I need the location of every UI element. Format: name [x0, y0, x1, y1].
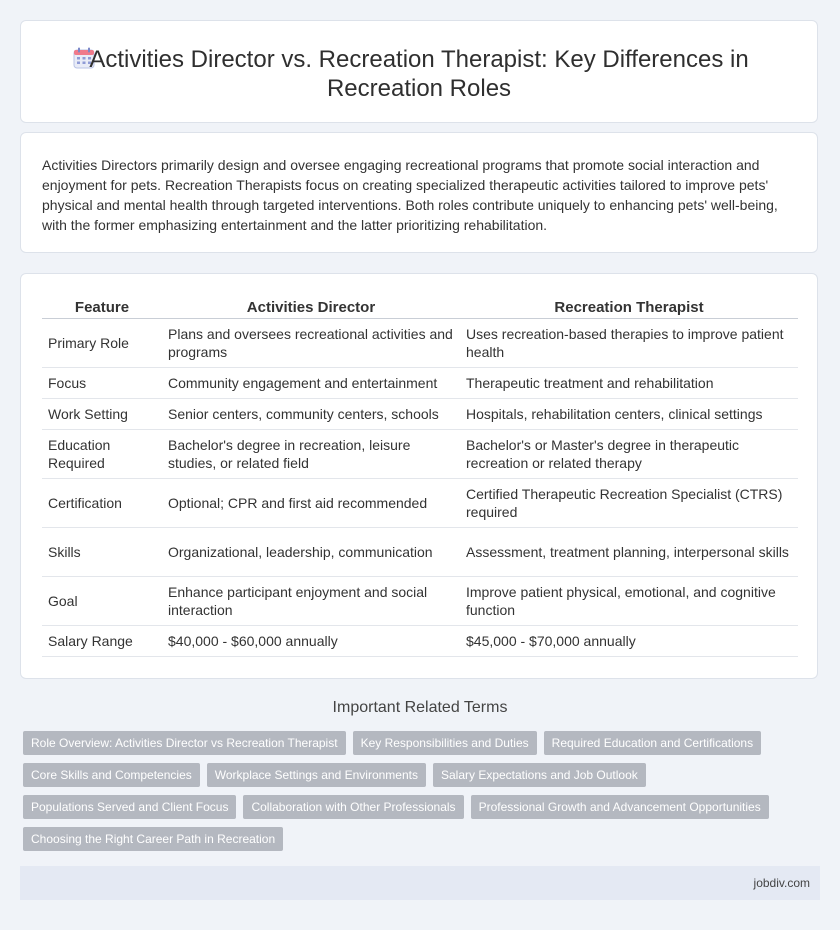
tag-row — [23, 731, 813, 755]
table-cell-activities-director: Bachelor's degree in recreation, leisure studies, or related field — [162, 430, 460, 479]
related-term-tag[interactable]: Workplace Settings and Environments — [207, 763, 426, 787]
footer — [20, 866, 820, 900]
table-cell-activities-director: Plans and oversees recreational activities and programs — [162, 319, 460, 368]
table-cell-activities-director: Optional; CPR and first aid recommended — [162, 479, 460, 528]
table-cell-feature: Primary Role — [42, 319, 162, 368]
table-cell-recreation-therapist: Certified Therapeutic Recreation Specialist (CTRS) required — [460, 479, 798, 528]
table-row — [42, 399, 798, 430]
related-term-tag[interactable]: Salary Expectations and Job Outlook — [433, 763, 646, 787]
related-term-tag[interactable]: Populations Served and Client Focus — [23, 795, 236, 819]
table-cell-activities-director: Senior centers, community centers, schools — [162, 399, 460, 430]
related-term-tag[interactable]: Required Education and Certifications — [544, 731, 761, 755]
related-term-tag[interactable]: Choosing the Right Career Path in Recreation — [23, 827, 283, 851]
table-header-row — [42, 297, 798, 319]
related-term-tag[interactable]: Core Skills and Competencies — [23, 763, 200, 787]
table-cell-recreation-therapist: Hospitals, rehabilitation centers, clinical settings — [460, 399, 798, 430]
column-header-recreation-therapist: Recreation Therapist — [460, 297, 798, 319]
table-cell-feature: Focus — [42, 368, 162, 399]
related-term-tag[interactable]: Role Overview: Activities Director vs Recreation Therapist — [23, 731, 346, 755]
table-row — [42, 430, 798, 479]
summary-card — [20, 132, 818, 253]
related-terms-list — [23, 731, 813, 859]
related-term-tag[interactable]: Key Responsibilities and Duties — [353, 731, 537, 755]
table-cell-recreation-therapist: Uses recreation-based therapies to improve patient health — [460, 319, 798, 368]
table-cell-recreation-therapist: $45,000 - $70,000 annually — [460, 626, 798, 657]
table-cell-activities-director: Enhance participant enjoyment and social interaction — [162, 577, 460, 626]
table-cell-activities-director: Community engagement and entertainment — [162, 368, 460, 399]
page-title — [21, 45, 817, 103]
table-row — [42, 319, 798, 368]
table-row — [42, 368, 798, 399]
table-cell-feature: Goal — [42, 577, 162, 626]
table-cell-recreation-therapist: Improve patient physical, emotional, and cognitive function — [460, 577, 798, 626]
tag-row — [23, 763, 813, 787]
tag-row — [23, 827, 813, 851]
related-terms-heading: Important Related Terms — [332, 699, 508, 716]
table-row — [42, 626, 798, 657]
footer-site-link[interactable]: jobdiv.com — [753, 876, 810, 890]
comparison-table-card — [20, 273, 818, 679]
table-cell-activities-director: Organizational, leadership, communication — [162, 528, 460, 577]
comparison-table — [42, 297, 798, 657]
tag-row — [23, 795, 813, 819]
table-row — [42, 479, 798, 528]
column-header-feature: Feature — [42, 297, 162, 319]
table-cell-activities-director: $40,000 - $60,000 annually — [162, 626, 460, 657]
summary-text: Activities Directors primarily design and oversee engaging recreational programs that promote social interaction and enjoyment for pets. Recreation Therapists focus on creating specialized therapeutic activities tailored to improve pets' physical and mental health through targeted interventions. Both roles contribute uniquely to enhancing pets' well-being, with the former emphasizing entertainment and the latter prioritizing rehabilitation. — [42, 157, 778, 233]
page-title-line-1: Activities Director vs. Recreation Therapist: Key Differences in — [89, 46, 749, 73]
page-title-line-2: Recreation Roles — [326, 75, 512, 102]
table-cell-recreation-therapist: Assessment, treatment planning, interpersonal skills — [460, 528, 798, 577]
table-cell-feature: Certification — [42, 479, 162, 528]
table-row — [42, 528, 798, 577]
column-header-activities-director: Activities Director — [162, 297, 460, 319]
table-cell-feature: Salary Range — [42, 626, 162, 657]
related-term-tag[interactable]: Professional Growth and Advancement Opportunities — [471, 795, 769, 819]
header-card — [20, 20, 818, 123]
table-cell-recreation-therapist: Bachelor's or Master's degree in therapeutic recreation or related therapy — [460, 430, 798, 479]
related-term-tag[interactable]: Collaboration with Other Professionals — [243, 795, 463, 819]
table-cell-feature: Education Required — [42, 430, 162, 479]
table-cell-feature: Skills — [42, 528, 162, 577]
table-cell-feature: Work Setting — [42, 399, 162, 430]
table-row — [42, 577, 798, 626]
table-cell-recreation-therapist: Therapeutic treatment and rehabilitation — [460, 368, 798, 399]
